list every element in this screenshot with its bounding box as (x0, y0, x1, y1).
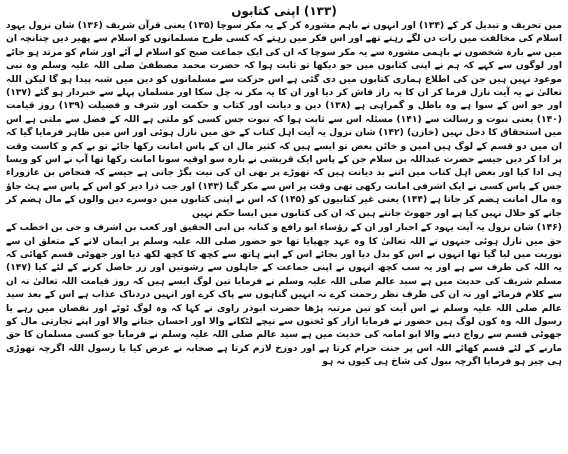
commentary-paragraph: (۱۴۶) شان نزول یہ آیت یہود کے احبار اور ان کے رؤساء ابو رافع و کنانہ بن ابی الحقیق اور کعب بن اشرف و حی بن اخطب کے حق میں نازل ہوئی جنہوں نے اللہ تعالیٰ کا وہ عہد چھپایا تھا جو حضور صلی اللہ علیہ وسلم پر ایمان لانے کے متعلق ان سے توریت میں لیا گیا تھا انہوں نے اس کو بدل دیا اور بجائے اس کے اپنے ہاتھ سے کچھ کا کچھ لکھ دیا اور جھوٹی قسم کھائی کہ یہ اللہ کی طرف سے ہے اور یہ سب کچھ انہوں نے اپنی جماعت کے جاہلوں سے رشوتیں اور زر حاصل کرنے کے لئے کیا (۱۴۷) مسلم شریف کی حدیث میں ہے سید عالم صلی اللہ علیہ وسلم نے فرمایا تین لوگ ایسے ہیں کہ روز قیامت اللہ تعالیٰ نہ ان سے کلام فرمائے اور نہ ان کی طرف نظر رحمت کرے نہ انہیں گناہوں سے پاک کرے اور انہیں دردناک عذاب ہے اس کے بعد سید عالم صلی اللہ علیہ وسلم نے اس آیت کو تین مرتبہ پڑھا حضرت ابوذر راوی نے کہا کہ وہ لوگ ٹوٹے اور نقصان میں رہے یا رسول اللہ وہ کون لوگ ہیں حضور نے فرمایا ازار کو ٹخنوں سے نیچے لٹکانے والا اور احسان جتانے والا اور اپنے تجارتی مال کو جھوٹی قسم سے رواج دینے والا ابو امامہ کی حدیث میں ہے سید عالم صلی اللہ علیہ وسلم نے فرمایا جو کسی مسلمان کا حق مارنے کے لئے قسم کھائے اللہ اس پر جنت حرام کرتا ہے اور دوزخ لازم کرتا ہے صحابہ نے عرض کیا یا رسول اللہ اگرچہ تھوڑی ہی چیز ہو فرمایا اگرچہ ببول کی شاخ ہی کیوں نہ ہو (6, 222, 562, 368)
page-header: (۱۳۳) اپنی کتابوں (231, 4, 337, 18)
commentary-paragraph: میں تحریف و تبدیل کر کے (۱۳۴) اور انہوں نے باہم مشورہ کر کے یہ مکر سوچا (۱۳۵) یعنی قرآن شریف (۱۳۶) شان نزول یہود اسلام کی مخالفت میں رات دن لگے رہتے تھے اور اس فکر میں رہتے کہ کسی طرح مسلمانوں کو اسلام سے پھیر دیں چنانچہ ان میں سے بارہ شخصوں نے باہمی مشورہ سے یہ مکر سوچا کہ ان کی ایک جماعت صبح کو اسلام لے آئے اور شام کو مرتد ہو جائے اور لوگوں سے کہے کہ ہم نے اپنی کتابوں میں جو دیکھا تو ثابت ہوا کہ حضرت محمد مصطفیٰ صلی اللہ علیہ وسلم وہ نبی موعود نہیں ہیں جن کی اطلاع ہماری کتابوں میں دی گئی ہے اس حرکت سے مسلمانوں کو دین میں شبہ پیدا ہو گا لیکن اللہ تعالیٰ نے یہ آیت نازل فرما کر ان کا یہ راز فاش کر دیا اور ان کا یہ مکر نہ چل سکا اور مسلمان پہلے سے خبردار ہو گئے (۱۳۷) اور جو اس کے سوا ہے وہ باطل و گمراہی ہے (۱۳۸) دین و دیانت اور کتاب و حکمت اور شرف و فضیلت (۱۳۹) روز قیامت (۱۴۰) یعنی نبوت و رسالت سے (۱۴۱) مسئلہ اس سے ثابت ہوا کہ نبوت جس کسی کو ملتی ہے اللہ کے فضل سے ملتی ہے اس میں استحقاق کا دخل نہیں (خازن) (۱۴۲) شان نزول یہ آیت اہل کتاب کے حق میں نازل ہوئی اور اس میں ظاہر فرمایا گیا کہ ان میں دو قسم کے لوگ ہیں امین و خائن بعض تو ایسے ہیں کہ کثیر مال ان کے پاس امانت رکھا جائے تو بے کم و کاست وقت پر ادا کر دیں جیسے حضرت عبداللہ بن سلام جن کے پاس ایک قریشی نے بارہ سو اوقیہ سونا امانت رکھا تھا آپ نے اس کو ویسا ہی ادا کیا اور بعض اہل کتاب میں اتنے بد دیانت ہیں کہ تھوڑے پر بھی ان کی نیت بگڑ جاتی ہے جیسے کہ فنحاص بن عازوراء جس کے پاس کسی نے ایک اشرفی امانت رکھی تھی وقت پر اس سے مکر گیا (۱۴۳) اور جب ذرا دیر کو اس کے پاس سے ہٹ جاؤ وہ مال امانت ہضم کر جاتا ہے (۱۴۴) یعنی غیر کتابیوں کو (۱۴۵) کہ اس نے اپنی کتابوں میں دوسرے دین والوں کے مال ہضم کر جانے کو حلال نہیں کیا ہے اور جھوٹ جانتے ہیں کہ ان کی کتابوں میں ایسا حکم نہیں (6, 20, 562, 219)
